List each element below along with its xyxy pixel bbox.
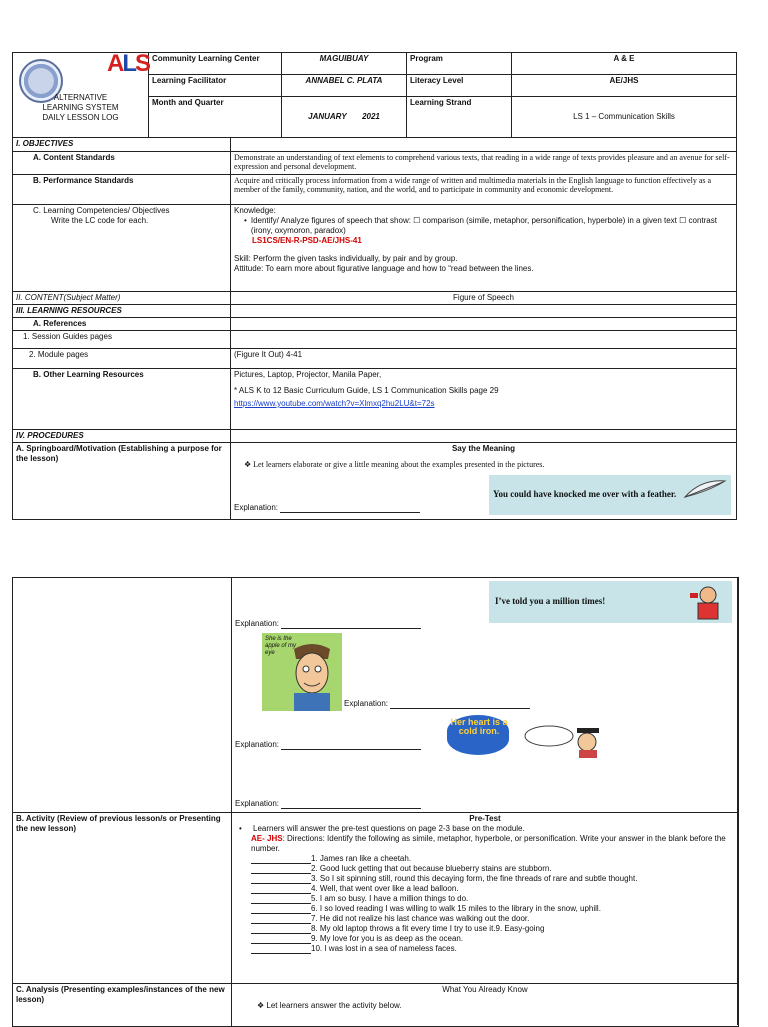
content-standards-text: Demonstrate an understanding of text elements to comprehend various texts, that reading in a wide range of texts provides pleasure and an avenue for self-expression and personal development.: [231, 152, 737, 175]
explanation-line-2: Explanation:: [235, 619, 421, 629]
program-label: Program: [407, 53, 512, 75]
analysis-bullet: ❖ Let learners answer the activity below.: [257, 1001, 402, 1010]
pretest-items: [235, 854, 735, 954]
skill-text: Skill: Perform the given tasks individually, by pair and by group.: [234, 254, 458, 263]
list-item: 2. Good luck getting that out because blueberry stains are stubborn.: [251, 864, 735, 874]
springboard-label: A. Springboard/Motivation (Establishing a purpose for the lesson): [13, 443, 231, 520]
apple-eye-picture: [262, 633, 342, 711]
apple-eye-caption: She is the apple of my eye: [265, 636, 297, 656]
million-times-caption: I’ve told you a million times!: [495, 596, 606, 606]
als-logo: ALS: [107, 50, 150, 77]
lesson-table: [12, 137, 737, 520]
facilitator-label: Learning Facilitator: [149, 75, 282, 97]
procedures-title: IV. PROCEDURES: [13, 430, 231, 443]
references-label: A. References: [13, 318, 231, 331]
list-item: 5. I am so busy. I have a million things to do.: [251, 894, 735, 904]
diamond-bullet-icon: ❖: [257, 1001, 265, 1010]
bullet-icon: •: [239, 824, 242, 833]
youtube-link[interactable]: https://www.youtube.com/watch?v=Xlmxq2hu2LU&t=72s: [234, 399, 435, 408]
feather-caption: You could have knocked me over with a feather.: [493, 489, 677, 499]
competencies-label-cell: [13, 205, 231, 292]
angry-man-icon: [688, 583, 728, 621]
springboard-content: [231, 443, 737, 520]
clc-value: MAGUIBUAY: [282, 53, 407, 75]
analysis-content: [232, 984, 739, 1027]
attitude-text: Attitude: To earn more about figurative language and how to “read between the lines.: [234, 264, 534, 273]
list-item: 1. James ran like a cheetah.: [251, 854, 735, 864]
activity-label: B. Activity (Review of previous lesson/s or Presenting the new lesson): [13, 813, 232, 984]
resources-title: III. LEARNING RESOURCES: [13, 305, 231, 318]
competencies-sub: Write the LC code for each.: [51, 216, 149, 225]
graduate-icon: [509, 720, 603, 758]
header-table: [12, 52, 737, 138]
performance-standards-label: B. Performance Standards: [13, 175, 231, 205]
session-guides-label: 1. Session Guides pages: [13, 331, 231, 349]
performance-standards-text: Acquire and critically process information from a wide range of written and multimedia materials in the English language to function effectively as a member of the family, community, nation, and the world, and to participate in community and economic development.: [231, 175, 737, 205]
logo-block: [13, 50, 150, 138]
content-label: II. CONTENT(Subject Matter): [13, 292, 231, 305]
analysis-label: C. Analysis (Presenting examples/instances of the new lesson): [13, 984, 232, 1027]
pictures-cell: [232, 578, 739, 813]
explanation-line-5: Explanation:: [235, 799, 421, 809]
springboard-instruction: ❖ Let learners elaborate or give a little meaning about the examples presented in the pictures.: [244, 460, 545, 469]
strand-value: LS 1 – Communication Skills: [512, 97, 737, 138]
list-item: 6. I so loved reading I was willing to walk 15 miles to the library in the snow, uphill.: [251, 904, 735, 914]
million-times-picture: [489, 581, 732, 623]
lesson-log-page-2: [12, 577, 738, 1025]
content-value: Figure of Speech: [231, 292, 737, 305]
feather-icon: [683, 477, 727, 499]
analysis-heading: What You Already Know: [442, 985, 528, 994]
month-label: Month and Quarter: [149, 97, 282, 138]
objectives-title: I. OBJECTIVES: [13, 138, 231, 152]
competencies-content: [231, 205, 737, 292]
other-resources-label: B. Other Learning Resources: [13, 369, 231, 430]
facilitator-value: ANNABEL C. PLATA: [282, 75, 407, 97]
literacy-label: Literacy Level: [407, 75, 512, 97]
pretest-bullet: • Learners will answer the pre-test questions on page 2-3 base on the module.: [239, 824, 525, 833]
list-item: 3. So I sit spinning still, round this decaying form, the fine threads of rare and subtle thought.: [251, 874, 735, 884]
module-pages-label: 2. Module pages: [13, 349, 231, 369]
competencies-label: C. Learning Competencies/ Objectives: [33, 206, 170, 215]
list-item: 8. My old laptop throws a fit every time I try to use it.9. Easy-going: [251, 924, 735, 934]
boy-face-icon: [284, 641, 340, 711]
module-pages-value: (Figure It Out) 4-41: [231, 349, 737, 369]
explanation-line-4: Explanation:: [235, 740, 421, 750]
list-item: 4. Well, that went over like a lead balloon.: [251, 884, 735, 894]
other-resources-content: Pictures, Laptop, Projector, Manila Paper, * ALS K to 12 Basic Curriculum Guide, LS 1 Communication Skills page 29 https://www.youtube.com/watch?v=Xlmxq2hu2LU&t=72s: [231, 369, 737, 430]
explanation-line: Explanation:: [234, 503, 420, 513]
pretest-directions: AE- JHS: Directions: Identify the following as simile, metaphor, hyperbole, or personification. Write your answer in the blank before the number.: [251, 834, 726, 853]
program-value: A & E: [512, 53, 737, 75]
knowledge-label: Knowledge:: [234, 206, 276, 215]
content-standards-label: A. Content Standards: [13, 152, 231, 175]
list-item: 9. My love for you is as deep as the ocean.: [251, 934, 735, 944]
list-item: 10. I was lost in a sea of nameless faces.: [251, 944, 735, 954]
knowledge-item: • Identify/ Analyze figures of speech that show: ☐ comparison (simile, metaphor, personification, hyperbole) in a given text ☐ contrast (irony, oxymoron, paradox): [244, 216, 717, 235]
literacy-value: AE/JHS: [512, 75, 737, 97]
lc-code: LS1CS/EN-R-PSD-AE/JHS-41: [252, 236, 362, 245]
list-item: 7. He did not realize his last chance was walking out the door.: [251, 914, 735, 924]
diamond-bullet-icon: ❖: [244, 460, 252, 469]
activity-content: [232, 813, 739, 984]
say-meaning-heading: Say the Meaning: [451, 444, 516, 453]
bullet-icon: •: [244, 216, 247, 225]
strand-label: Learning Strand: [407, 97, 512, 138]
cold-iron-caption: Her heart is a cold iron.: [450, 717, 508, 736]
month-value: JANUARY 2021: [282, 97, 407, 138]
cold-iron-picture: [447, 714, 605, 759]
explanation-line-3: Explanation:: [344, 699, 530, 709]
feather-picture: [489, 475, 731, 515]
lesson-table-2: [12, 577, 739, 1027]
logo-caption: ALTERNATIVE LEARNING SYSTEM DAILY LESSON LOG: [42, 93, 119, 122]
clc-label: Community Learning Center: [149, 53, 282, 75]
pretest-heading: Pre-Test: [469, 814, 501, 823]
lesson-log-page-1: [12, 52, 736, 529]
